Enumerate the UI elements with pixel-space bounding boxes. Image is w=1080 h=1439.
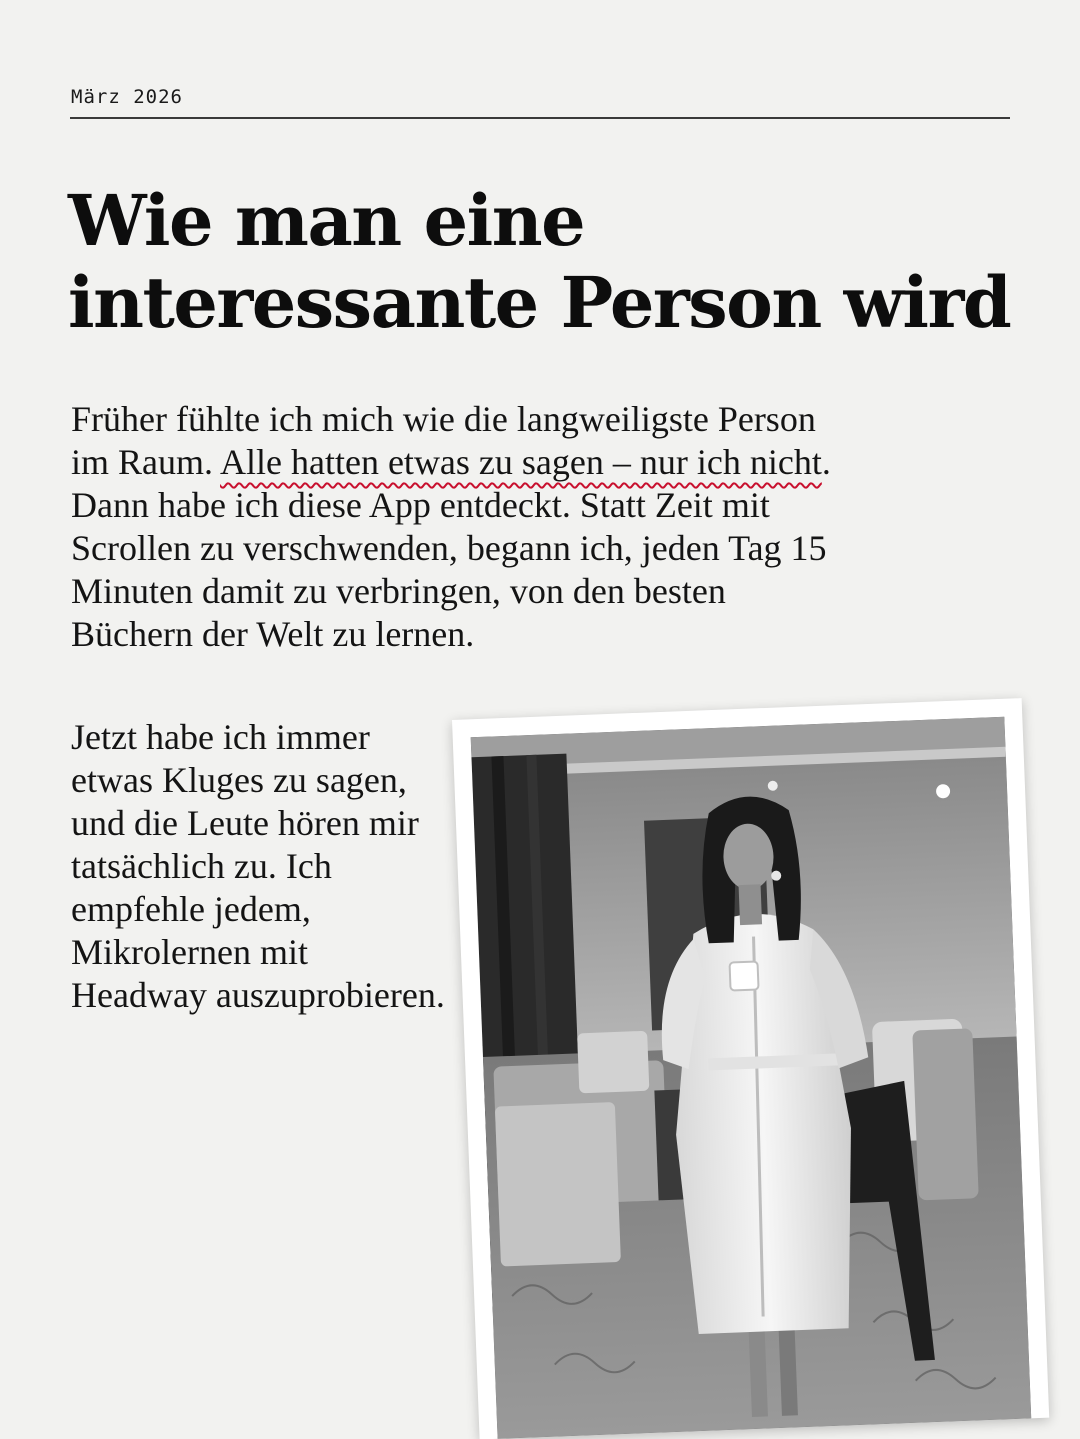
photo-frame bbox=[452, 698, 1049, 1439]
intro-text-end: . Dann habe ich diese App entdeckt. Statt Zeit mit Scrollen zu verschwenden, begann ich, jeden Tag 15 Minuten damit zu verbringen, von den besten Büchern der Welt zu lernen. bbox=[71, 442, 831, 654]
intro-text-start: Früher fühlte ich mich wie die langweiligste Person im Raum. bbox=[71, 399, 816, 482]
bw-photo-woman-in-bathrobe bbox=[471, 717, 1032, 1439]
photo-illustration bbox=[471, 717, 1032, 1439]
body-paragraph: Jetzt habe ich immer etwas Kluges zu sagen, und die Leute hören mir tatsächlich zu. Ich empfehle jedem, Mikrolernen mit Headway auszuprobieren. bbox=[71, 717, 445, 1015]
publish-date: März 2026 bbox=[71, 86, 183, 108]
intro-paragraph bbox=[71, 398, 831, 656]
article-title: Wie man eine interessante Person wird bbox=[68, 179, 1011, 344]
highlighted-quote: Alle hatten etwas zu sagen – nur ich nicht bbox=[220, 442, 822, 482]
header-divider bbox=[70, 117, 1010, 119]
